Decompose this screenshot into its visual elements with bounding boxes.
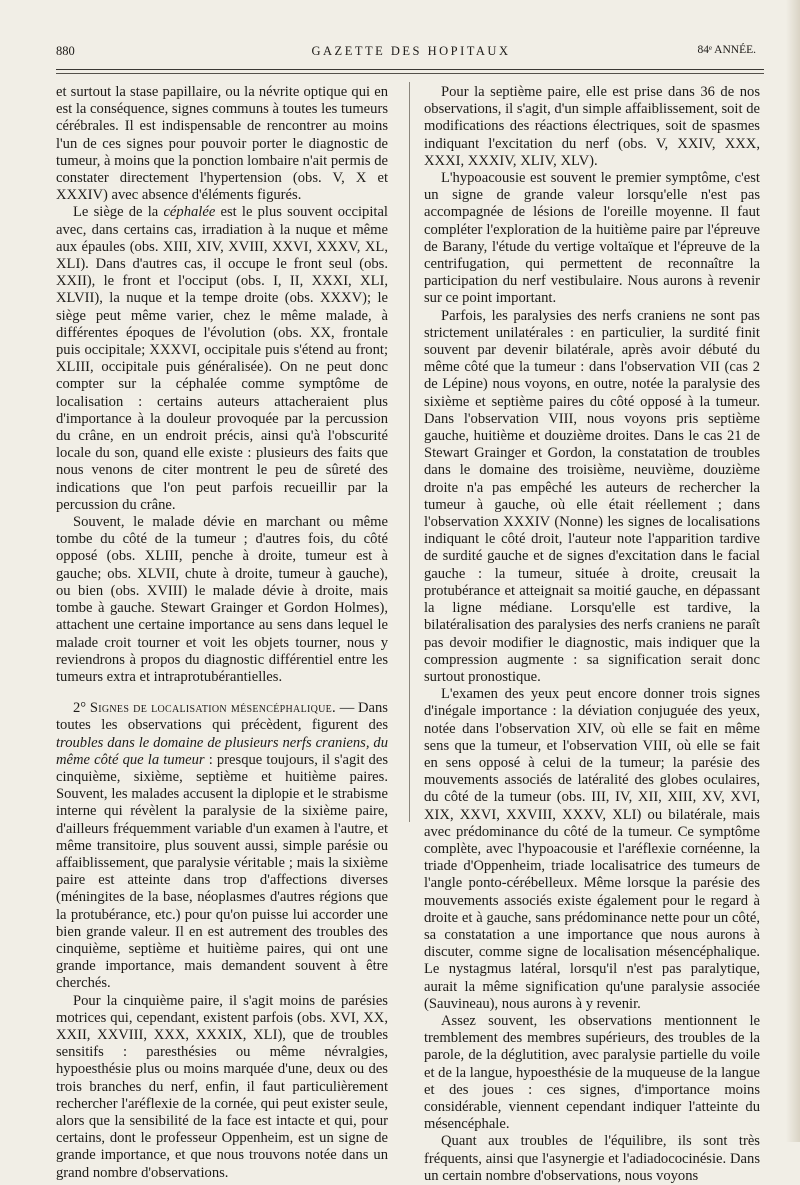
section-heading: Signes de localisation mésencéphalique. xyxy=(89,700,337,717)
text-run: est le plus souvent occipital avec, dans certains cas, irradiation à la nuque et même aux épaules (obs. XIII, XIV, XVIII, XXVI, XXXV, XL, XLI). Dans d'autres cas, il occupe le front seul (obs. XXII), le front et l'occiput (obs. I, II, XXXI, XLI, XLVII), la nuque et la tempe droite (obs. XXXV); le siège peut même varier, chez le même malade, à différentes époques de l'évolution (obs. XX, frontale puis occipitale; XXXVI, occipitale puis s'étend au front; XLIII, occipitale puis généralisée). On ne peut donc compter sur la céphalée comme symptôme de localisation : certains auteurs attacheraient plus d'importance à la douleur provoquée par la percussion du crâne, en un endroit précis, ainsi qu'à l'obscurité locale du son, quand elle existe : plusieurs des faits que nous venons de citer montrent le peu de sûreté des indications que l'on peut parfois recueillir par la percussion du crâne. xyxy=(56,204,388,513)
paragraph: et surtout la stase papillaire, ou la névrite optique qui en est la conséquence, signes communs à toutes les tumeurs cérébrales. Il est indispensable de rencontrer au moins l'un de ces signes pour pouvoir porter le diagnostic de tumeur, à moins que la ponction lombaire n'ait permis de constater directement l'hypertension (obs. V, X et XXXIV) avec absence d'éléments figurés. xyxy=(56,84,388,204)
paragraph: Pour la septième paire, elle est prise dans 36 de nos observations, il s'agit, d'un simple affaiblissement, soit de modifications des réactions électriques, soit de spasmes indiquant l'excitation du nerf (obs. V, XXIV, XXX, XXXI, XXXIV, XLIV, XLV). xyxy=(424,84,760,169)
text-run: — Dans toutes les observations qui précèdent, figurent des xyxy=(56,700,388,734)
header-rule-thin xyxy=(56,73,764,74)
paragraph: L'examen des yeux peut encore donner trois signes d'inégale importance : la déviation conjuguée des yeux, notée dans l'observation XIV, où elle se fait en même sens que la tumeur, et l'observation VIII, où elle se fait en sens opposé à celui de la tumeur; la parésie des mouvements associés de latéralité des globes oculaires, du côté de la tumeur (obs. III, IV, XII, XIII, XV, XVI, XIX, XXVI, XXVIII, XXXV, XLI) ou bilatérale, mais avec prédominance du côté de la tumeur. Ce symptôme complète, avec l'hypoacousie et l'aréflexie cornéenne, la triade d'Oppenheim, triade localisatrice des tumeurs de l'angle ponto-cérébelleux. Même lorsque la parésie des mouvements associés existe également pour le regard à droite et à gauche, sans prédominance nette pour un côté, sa constatation a une importance que nous aurons à discuter, comme signe de localisation mésencéphalique. Le nystagmus latéral, lorsqu'il n'est pas paralytique, aurait la même signification qu'une paralysie associée (Sauvineau), nous aurons à y revenir. xyxy=(424,686,760,1012)
paragraph: Quant aux troubles de l'équilibre, ils sont très fréquents, ainsi que l'asynergie et l'adiadococinésie. Dans un certain nombre d'observations, nous voyons xyxy=(424,1133,760,1184)
column-divider xyxy=(409,82,410,822)
paragraph: Pour la cinquième paire, il s'agit moins de parésies motrices qui, cependant, existent parfois (obs. XVI, XX, XXII, XXVIII, XXX, XXXIX, XLI), que de troubles sensitifs : paresthésies ou même névralgies, hypoesthésie plus ou moins marquée d'une, deux ou des trois branches du nerf, enfin, il faut particulièrement rechercher l'aréflexie de la cornée, qui peut exister seule, alors que la sensibilité de la face est intacte et qui, pour certains, dont le professeur Oppenheim, est un signe de grande importance, et que nous trouvons notée dans un grand nombre d'observations. xyxy=(56,992,388,1181)
text-run: : presque toujours, il s'agit des cinquième, sixième, septième et huitième paires. Souvent, les malades accusent la diplopie et le strabisme interne qui révèlent la paralysie de la sixième paire, d'ailleurs fréquemment variable d'un examen à l'autre, et même transitoire, plus souvent aussi, simple parésie ou affaiblissement, que paralysie véritable ; mais la sixième paire est atteinte dans trop d'affections diverses (méningites de la base, néoplasmes d'autres régions que la protubérance, etc.) pour qu'on puisse lui accorder une bien grande valeur. Il en est autrement des troubles des cinquième, septième et huitième paires, qui ont une grande importance, mais demandent souvent à être cherchés. xyxy=(56,751,388,992)
page-edge-shadow xyxy=(786,0,800,1142)
paragraph: Souvent, le malade dévie en marchant ou même tombe du côté de la tumeur ; d'autres fois, du côté opposé (obs. XLIII, penche à droite, tumeur est à gauche; obs. XLVII, chute à droite, tumeur à gauche), ou bien (obs. XVIII) le malade dévie à droite, mais tombe à gauche. Stewart Grainger et Gordon Holmes), attachent une certaine importance au sens dans lequel le malade croit tourner et voit les objets tourner, nous y reviendrons à propos du diagnostic différentiel entre les tumeurs extra et intraprotubérantielles. xyxy=(56,514,388,685)
paragraph: Assez souvent, les observations mentionnent le tremblement des membres supérieurs, des troubles de la parole, de la déglutition, avec paralysie partielle du voile et de la langue, hypoesthésie de la muqueuse de la langue et des joues : ces signes, d'importance moins considérable, viennent cependant indiquer l'atteinte du mésencéphale. xyxy=(424,1012,760,1133)
right-column xyxy=(424,84,760,1185)
section-number: 2° xyxy=(73,700,90,717)
emphasis: troubles dans le domaine de plusieurs nerfs craniens, du même côté que la tumeur xyxy=(56,734,388,768)
left-column xyxy=(56,84,388,1182)
section-paragraph xyxy=(56,700,388,992)
header-rule-thick xyxy=(56,69,764,70)
emphasis: céphalée xyxy=(163,204,216,221)
text-run: Le siège de la xyxy=(73,204,164,221)
paragraph-cephalee xyxy=(56,204,388,514)
journal-title: GAZETTE DES HOPITAUX xyxy=(311,44,511,58)
page-number: 880 xyxy=(56,44,75,58)
paragraph: L'hypoacousie est souvent le premier symptôme, c'est un signe de grande valeur lorsqu'elle n'est pas accompagnée de lésions de l'oreille moyenne. Il faut compléter l'exploration de la huitième paire par l'épreuve de Barany, l'étude du vertige voltaïque et l'épreuve de la centrifugation, qui permettent de reconnaître la participation du nerf vestibulaire. Nous aurons à revenir sur ce point important. xyxy=(424,170,760,307)
year-label: 84ᵉ ANNÉE. xyxy=(697,44,756,56)
page-header xyxy=(56,44,766,64)
paragraph: Parfois, les paralysies des nerfs craniens ne sont pas strictement unilatérales : en particulier, la surdité finit souvent par devenir bilatérale, après avoir débuté du même côté que la tumeur : dans l'observation VII (cas 2 de Lépine) nous voyons, en outre, notée la paralysie des sixième et septième paires du côté opposé à la tumeur. Dans l'observation VIII, nous voyons pris septième gauche, huitième et douzième droites. Dans le cas 21 de Stewart Grainger et Gordon, la constatation de troubles dans le domaine des troisième, neuvième, douzième droite n'a pas empêché les auteurs de rechercher la tumeur à gauche, où elle était réellement ; dans l'observation XXXIV (Nonne) les signes de localisations indiquant le côté droit, l'auteur note l'apparition tardive de surdité gauche et de signes d'excitation dans le facial gauche : la tumeur, située à droite, creusait la protubérance et atteignait sa moitié gauche, en dépassant la ligne médiane. Lorsqu'elle est tardive, la bilatéralisation des paralysies des nerfs craniens ne paraît pas devoir modifier le diagnostic, mais indiquer que la compression augmente : sa signification serait donc surtout pronostique. xyxy=(424,307,760,685)
